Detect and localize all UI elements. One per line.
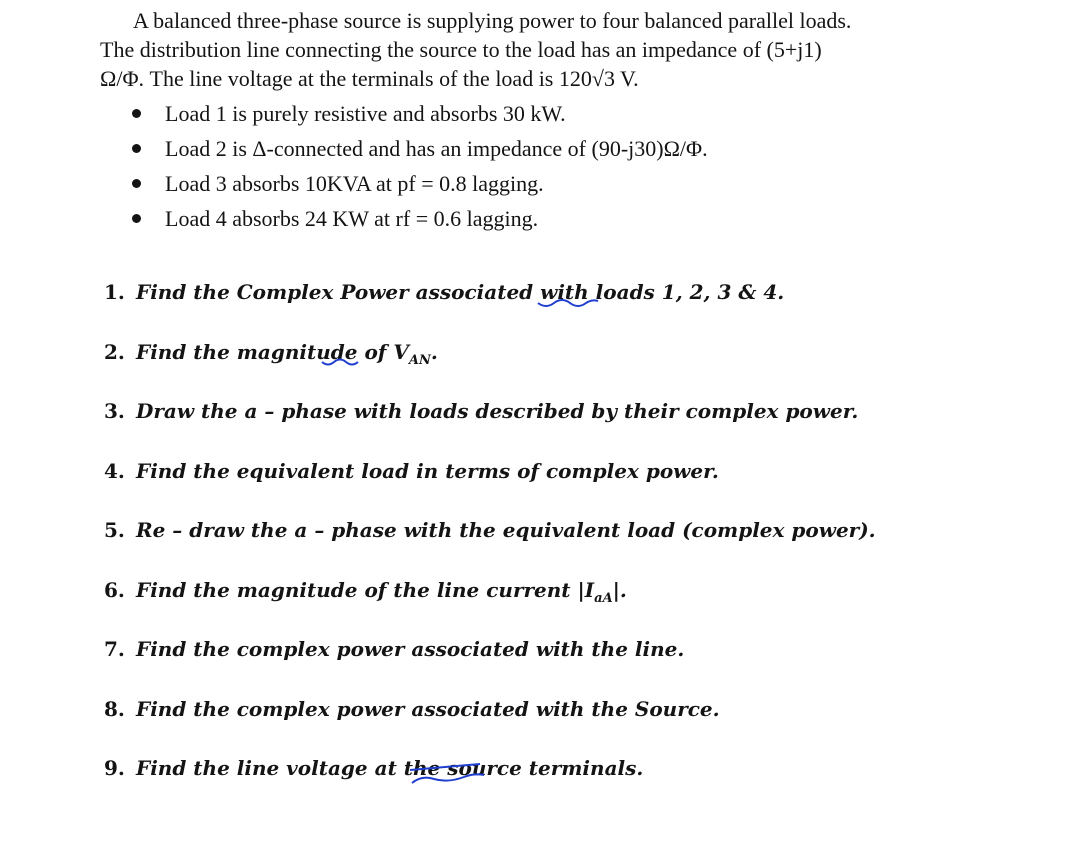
question-text: Find the complex power associated with the Source. <box>136 696 720 721</box>
question-text-end: . <box>430 339 438 364</box>
question-item <box>104 632 1064 692</box>
load-item <box>100 96 1000 131</box>
question-item <box>104 275 1064 335</box>
question-text: Find the Complex Power associated with loads 1, 2, 3 & 4. <box>136 280 785 304</box>
question-number: 3. <box>104 399 125 423</box>
load-item <box>100 201 1000 236</box>
question-text: Find the line voltage at the source terminals. <box>136 756 644 780</box>
load-text: Load 1 is purely resistive and absorbs 30 kW. <box>165 101 566 126</box>
question-text-end: |. <box>612 577 627 602</box>
question-text: Draw the a – phase with loads described by their complex power. <box>136 399 859 423</box>
question-number: 6. <box>104 577 125 602</box>
question-item <box>104 573 1064 633</box>
load-text: Load 4 absorbs 24 KW at rf = 0.6 lagging. <box>165 206 539 231</box>
question-number: 2. <box>104 339 125 364</box>
question-item <box>104 335 1064 395</box>
question-subscript: aA <box>594 590 613 606</box>
question-text-main: Find the magnitude of V <box>136 339 409 364</box>
question-text <box>136 339 438 368</box>
bullet-icon <box>132 179 141 188</box>
question-text-main: Find the magnitude of the line current |I <box>136 577 595 602</box>
question-subscript: AN <box>408 352 431 368</box>
question-item <box>104 513 1064 573</box>
question-number: 5. <box>104 518 125 542</box>
bullet-icon <box>132 109 141 118</box>
question-number: 8. <box>104 696 125 721</box>
load-item <box>100 166 1000 201</box>
question-text: Find the complex power associated with the line. <box>136 637 685 661</box>
questions-list <box>104 275 1064 811</box>
question-number: 4. <box>104 458 125 483</box>
bullet-icon <box>132 144 141 153</box>
intro-line-3: Ω/Φ. The line voltage at the terminals of the load is 120√3 V. <box>100 66 639 91</box>
intro-line-1: A balanced three-phase source is supplying power to four balanced parallel loads. <box>133 8 852 33</box>
question-text: Find the equivalent load in terms of complex power. <box>136 458 719 483</box>
loads-list <box>100 96 1000 236</box>
question-text <box>136 577 627 606</box>
problem-statement <box>100 6 1000 236</box>
load-item <box>100 131 1000 166</box>
question-item <box>104 692 1064 752</box>
question-item <box>104 751 1064 811</box>
load-text: Load 2 is Δ-connected and has an impedance of (90-j30)Ω/Φ. <box>165 136 708 161</box>
question-item <box>104 394 1064 454</box>
question-text: Re – draw the a – phase with the equivalent load (complex power). <box>136 518 876 542</box>
question-number: 7. <box>104 637 125 661</box>
question-number: 1. <box>104 280 125 304</box>
bullet-icon <box>132 214 141 223</box>
question-number: 9. <box>104 756 125 780</box>
load-text: Load 3 absorbs 10KVA at pf = 0.8 lagging. <box>165 171 544 196</box>
question-item <box>104 454 1064 514</box>
intro-line-2: The distribution line connecting the source to the load has an impedance of (5+j1) <box>100 37 822 62</box>
